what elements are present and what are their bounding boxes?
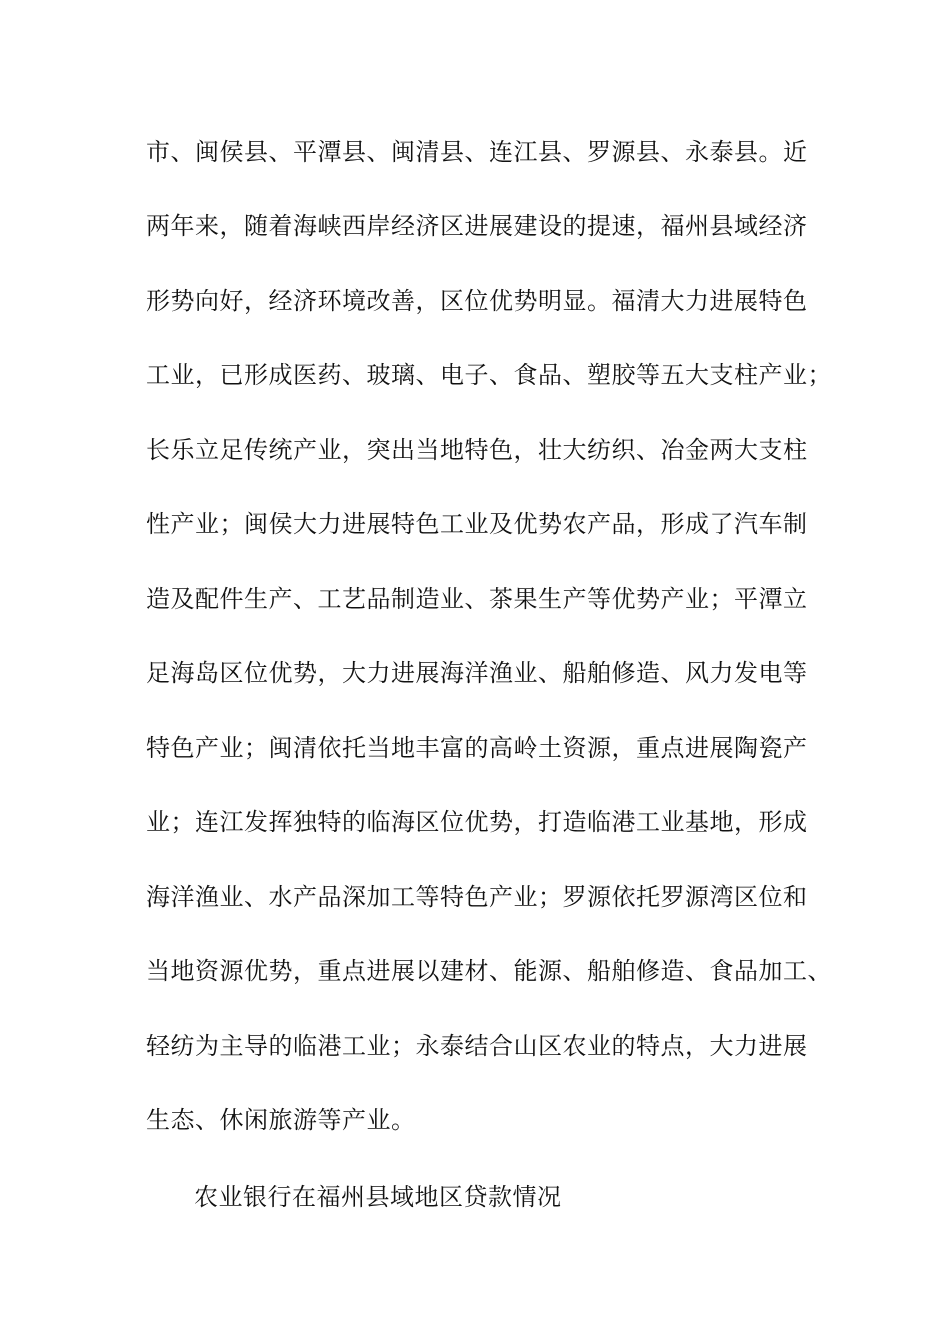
paragraph-line-8: 足海岛区位优势，大力进展海洋渔业、船舶修造、风力发电等 xyxy=(146,659,808,687)
paragraph-line-12: 当地资源优势，重点进展以建材、能源、船舶修造、食品加工、 xyxy=(146,957,832,985)
paragraph-line-6: 性产业；闽侯大力进展特色工业及优势农产品，形成了汽车制 xyxy=(146,510,808,538)
paragraph-line-1: 市、闽侯县、平潭县、闽清县、连江县、罗源县、永泰县。近 xyxy=(146,138,808,166)
paragraph-line-2: 两年来，随着海峡西岸经济区进展建设的提速，福州县域经济 xyxy=(146,212,808,240)
paragraph-line-14: 生态、休闲旅游等产业。 xyxy=(146,1106,416,1134)
paragraph-line-4: 工业，已形成医药、玻璃、电子、食品、塑胶等五大支柱产业； xyxy=(146,361,832,389)
section-heading: 农业银行在福州县域地区贷款情况 xyxy=(194,1183,562,1211)
paragraph-line-7: 造及配件生产、工艺品制造业、茶果生产等优势产业；平潭立 xyxy=(146,585,808,613)
paragraph-line-10: 业；连江发挥独特的临海区位优势，打造临港工业基地，形成 xyxy=(146,808,808,836)
paragraph-line-3: 形势向好，经济环境改善，区位优势明显。福清大力进展特色 xyxy=(146,287,808,315)
paragraph-line-5: 长乐立足传统产业，突出当地特色，壮大纺织、冶金两大支柱 xyxy=(146,436,808,464)
paragraph-line-13: 轻纺为主导的临港工业；永泰结合山区农业的特点，大力进展 xyxy=(146,1032,808,1060)
paragraph-line-11: 海洋渔业、水产品深加工等特色产业；罗源依托罗源湾区位和 xyxy=(146,883,808,911)
paragraph-line-9: 特色产业；闽清依托当地丰富的高岭土资源，重点进展陶瓷产 xyxy=(146,734,808,762)
